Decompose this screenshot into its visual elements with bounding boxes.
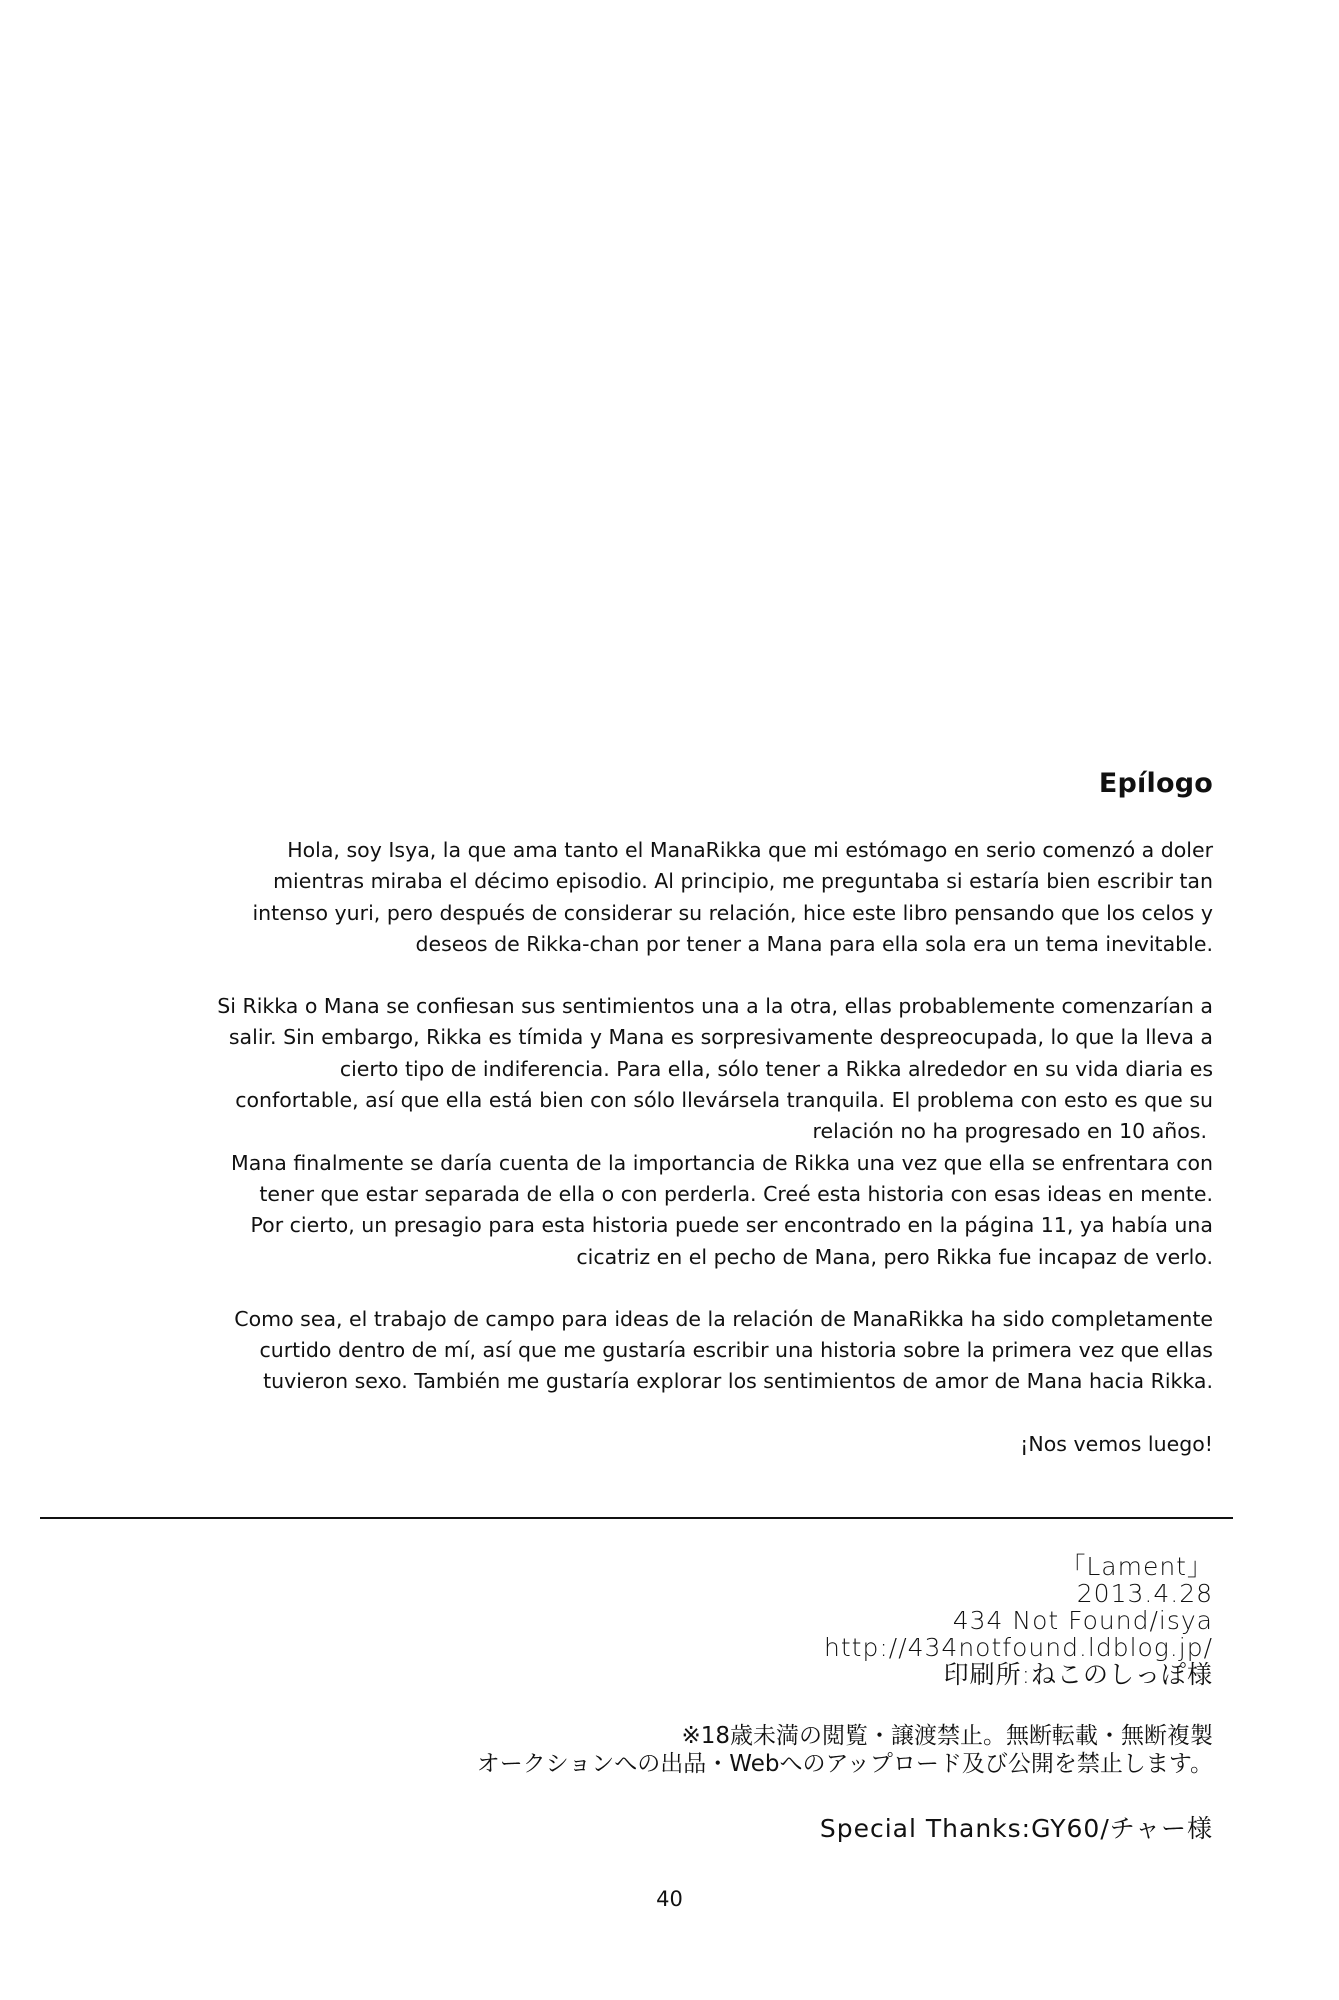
paragraph-line: confortable, así que ella está bien con sólo llevársela tranquila. El problema con esto es que su bbox=[235, 1088, 1213, 1113]
paragraph-line: Mana finalmente se daría cuenta de la importancia de Rikka una vez que ella se enfrentara con bbox=[231, 1150, 1213, 1175]
paragraph-line: mientras miraba el décimo episodio. Al principio, me preguntaba si estaría bien escribir tan bbox=[273, 869, 1213, 894]
epilogue-body bbox=[190, 835, 1213, 1460]
paragraph-line: Si Rikka o Mana se confiesan sus sentimientos una a la otra, ellas probablemente comenzarían a bbox=[217, 994, 1213, 1019]
notice-line: オークションへの出品・Webへのアップロード及び公開を禁止します。 bbox=[476, 1751, 1213, 1777]
colophon-circle: 434 Not Found/isya bbox=[952, 1606, 1213, 1635]
legal-notice bbox=[477, 1722, 1213, 1778]
paragraph-line: cierto tipo de indiferencia. Para ella, sólo tener a Rikka alrededor en su vida diaria es bbox=[339, 1056, 1213, 1081]
epilogue-paragraph-2 bbox=[190, 991, 1213, 1273]
paragraph-line: Como sea, el trabajo de campo para ideas de la relación de ManaRikka ha sido completamente bbox=[234, 1306, 1213, 1331]
paragraph-line: Por cierto, un presagio para esta historia puede ser encontrado en la página 11, ya había una bbox=[250, 1213, 1213, 1238]
paragraph-line: deseos de Rikka-chan por tener a Mana para ella sola era un tema inevitable. bbox=[415, 931, 1213, 956]
epilogue-signoff: ¡Nos vemos luego! bbox=[1020, 1431, 1213, 1456]
paragraph-line: salir. Sin embargo, Rikka es tímida y Mana es sorpresivamente despreocupada, lo que la lleva a bbox=[228, 1025, 1213, 1050]
paragraph-line: tuvieron sexo. También me gustaría explorar los sentimientos de amor de Mana hacia Rikka. bbox=[263, 1369, 1213, 1394]
paragraph-line: Hola, soy Isya, la que ama tanto el ManaRikka que mi estómago en serio comenzó a doler bbox=[287, 838, 1213, 862]
special-thanks: Special Thanks:GY60/チャー様 bbox=[819, 1814, 1213, 1843]
colophon bbox=[824, 1553, 1213, 1688]
paragraph-line: curtido dentro de mí, así que me gustaría escribir una historia sobre la primera vez que ellas bbox=[259, 1338, 1213, 1363]
colophon-date: 2013.4.28 bbox=[1076, 1579, 1213, 1608]
paragraph-line: cicatriz en el pecho de Mana, pero Rikka fue incapaz de verlo. bbox=[576, 1244, 1213, 1269]
colophon-title: 「Lament」 bbox=[1060, 1552, 1213, 1581]
notice-line: ※18歳未満の閲覧・譲渡禁止。無断転載・無断複製 bbox=[681, 1723, 1213, 1749]
epilogue-paragraph-3 bbox=[190, 1304, 1213, 1398]
paragraph-line: relación no ha progresado en 10 años. bbox=[812, 1119, 1207, 1144]
paragraph-line: tener que estar separada de ella o con perderla. Creé esta historia con esas ideas en mente. bbox=[259, 1181, 1213, 1206]
colophon-url: http://434notfound.ldblog.jp/ bbox=[824, 1633, 1213, 1662]
divider bbox=[40, 1517, 1233, 1519]
epilogue-paragraph-1 bbox=[190, 835, 1213, 960]
page-number: 40 bbox=[656, 1887, 683, 1911]
epilogue-title: Epílogo bbox=[1098, 768, 1213, 799]
colophon-printer: 印刷所:ねこのしっぽ様 bbox=[943, 1660, 1213, 1689]
paragraph-line: intenso yuri, pero después de considerar su relación, hice este libro pensando que los celos y bbox=[252, 900, 1213, 925]
